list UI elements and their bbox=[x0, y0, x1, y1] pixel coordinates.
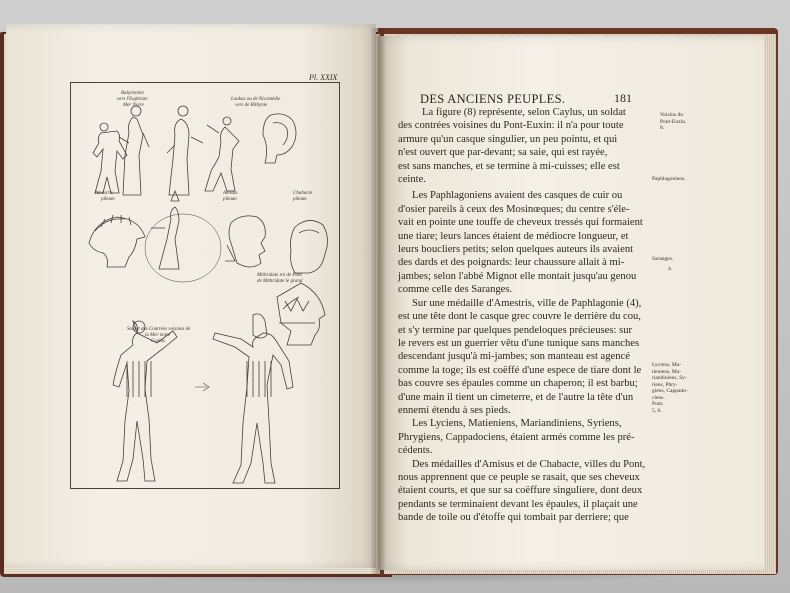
plate-number: Pl. XXIX bbox=[309, 73, 338, 82]
margin-line: Pont. bbox=[652, 401, 664, 407]
margin-line: riandiniens, Sy- bbox=[652, 375, 687, 381]
margin-line: Paphlagoniens. bbox=[652, 176, 686, 182]
caption-mer-noire-2: la Mer noire bbox=[145, 333, 171, 338]
text-line: pendants se terminaient devant les épaules, il plaçait une bbox=[398, 498, 638, 510]
text-line: d'une main il tient un cimeterre, et de l'autre la tête d'un bbox=[398, 391, 634, 403]
text-line: cédents. bbox=[398, 445, 433, 457]
margin-line: giens, Cappado- bbox=[652, 388, 688, 394]
text-line: comme celle des Saranges. bbox=[398, 284, 513, 296]
margin-line: Pont-Euxin. bbox=[660, 118, 687, 125]
caption-euphrate: vers l'Euphrate bbox=[117, 97, 148, 102]
text-line: est sans manches, et se termine à mi-cuisses; elle est bbox=[398, 160, 620, 172]
margin-line: ciens. bbox=[652, 394, 665, 401]
text-line: bande de toile ou d'étoffe qui tombait par derriere; que bbox=[398, 512, 629, 524]
text-line: Les Paphlagoniens avaient des casques de cuir ou bbox=[412, 190, 623, 202]
text-line: jambes; selon l'abbé Mignot elle montait jusqu'au genou bbox=[398, 270, 637, 282]
head-profile-1 bbox=[263, 114, 296, 163]
margin-note-voisins bbox=[660, 112, 686, 132]
text-line: vait en pointe une touffe de cheveux tressés qui formaient bbox=[398, 217, 643, 229]
text-line: des contrées voisines du Pont-Euxin: il n'a pour toute bbox=[398, 120, 624, 132]
margin-note-4 bbox=[668, 266, 672, 273]
caption-bithynie: vers de Bithynie bbox=[235, 103, 268, 108]
helmet-head-amastris bbox=[89, 215, 145, 267]
engraving-figures bbox=[71, 83, 339, 488]
caption-amisus: Amisus bbox=[223, 191, 238, 196]
figure-4 bbox=[205, 117, 239, 191]
caption-babylonien: Babylonien bbox=[121, 91, 144, 96]
caption-mithridate-grand: de Mithridate le grand bbox=[257, 279, 303, 284]
text-line: n'est ouvert que par-devant; sa saie, qui est rayée, bbox=[398, 147, 608, 159]
caption-pileum-2: pileum bbox=[223, 197, 237, 202]
margin-line: 5, 6. bbox=[652, 407, 662, 414]
page-number: 181 bbox=[614, 91, 632, 105]
margin-line: 8. bbox=[660, 125, 665, 131]
caption-mithridate: Mithridate roi de Pont bbox=[257, 273, 302, 278]
figure-1 bbox=[93, 123, 127, 193]
margin-line: riens, Phry- bbox=[652, 381, 678, 388]
margin-line: Saranges. bbox=[652, 256, 674, 262]
margin-line: tieniens, Ma- bbox=[652, 368, 682, 375]
text-line: et s'y termine par quelques pendeloques précieuses: sur bbox=[398, 324, 633, 336]
text-line: d'osier pareils à ceux des Mosinœques; du centre s'éle- bbox=[398, 203, 630, 215]
text-line: Phrygiens, Cappadociens, étaient armés comme les pré- bbox=[398, 431, 635, 443]
margin-note-saranges bbox=[652, 256, 673, 263]
caption-soldat: Soldat des Contrées voisines de bbox=[127, 327, 191, 332]
text-line: ceinte. bbox=[398, 174, 426, 186]
margin-line: 4. bbox=[668, 266, 673, 272]
text-line: leurs boucliers petits; selon quelques auteurs ils avaient bbox=[398, 244, 634, 256]
margin-note-paphlagoniens bbox=[652, 176, 685, 183]
head-mithridate bbox=[277, 283, 325, 345]
text-line: comme la toge; ils est coëffé d'une espece de tiare dont le bbox=[398, 364, 642, 376]
text-line: descendant jusqu'à mi-jambes; son manteau est agencé bbox=[398, 351, 630, 363]
text-line: des dards et des poignards: leur chaussure allait à mi- bbox=[398, 257, 625, 269]
page-header: DES ANCIENS PEUPLES. bbox=[420, 92, 566, 106]
engraving-plate bbox=[70, 82, 340, 489]
body-text bbox=[398, 106, 648, 525]
text-line: étaient courts, et que sur sa coëffure singuliere, dont deux bbox=[398, 485, 643, 497]
text-line: nous apprennent que ce peuple se rasait, que ses cheveux bbox=[398, 471, 640, 483]
figure-3 bbox=[167, 106, 203, 195]
helmet-head-chabacte bbox=[291, 220, 328, 273]
caption-caylus: Caylus bbox=[151, 339, 165, 344]
caption-amastris: Amastris bbox=[95, 191, 113, 196]
margin-line: Lyciens, Ma- bbox=[652, 362, 682, 368]
caption-mer-noire: Mer Noire bbox=[123, 103, 144, 108]
text-line: bas couvre ses épaules comme un chaperon; il est barbu; bbox=[398, 378, 638, 390]
caption-chabacte: Chabacte bbox=[293, 191, 313, 196]
caption-pileum-1: pileum bbox=[101, 197, 115, 202]
text-line: est une tête dont le casque grec couvre le derrière du cou, bbox=[398, 311, 641, 323]
caption-loukas: Loukas ou de Nicomédie bbox=[231, 97, 281, 102]
text-line: La figure (8) représente, selon Caylus, un soldat bbox=[422, 107, 626, 118]
caption-pileum-3: pileum bbox=[293, 197, 307, 202]
text-line: une tiare; leurs lances étaient de médiocre longueur, et bbox=[398, 230, 629, 242]
margin-note-lyciens bbox=[652, 362, 688, 414]
text-line: Des médailles d'Amisus et de Chabacte, villes du Pont, bbox=[412, 458, 646, 470]
figure-2 bbox=[119, 106, 149, 195]
text-line: Les Lyciens, Matieniens, Mariandiniens, Syriens, bbox=[412, 418, 622, 430]
soldier-right bbox=[195, 314, 293, 483]
coin-warrior-figure bbox=[145, 191, 221, 282]
margin-line: Voisins du bbox=[660, 112, 683, 118]
text-line: ennemi étendu à ses pieds. bbox=[398, 404, 511, 416]
soldier-left bbox=[113, 321, 177, 481]
hooded-head-amisus bbox=[225, 216, 265, 267]
book-gutter bbox=[370, 28, 386, 574]
text-line: armure qu'un casque singulier, un peu pointu, et qui bbox=[398, 133, 618, 145]
text-line: le revers est un guerrier vêtu d'une tunique sans manches bbox=[398, 337, 640, 349]
text-line: Sur une médaille d'Amestris, ville de Paphlagonie (4), bbox=[412, 297, 642, 309]
